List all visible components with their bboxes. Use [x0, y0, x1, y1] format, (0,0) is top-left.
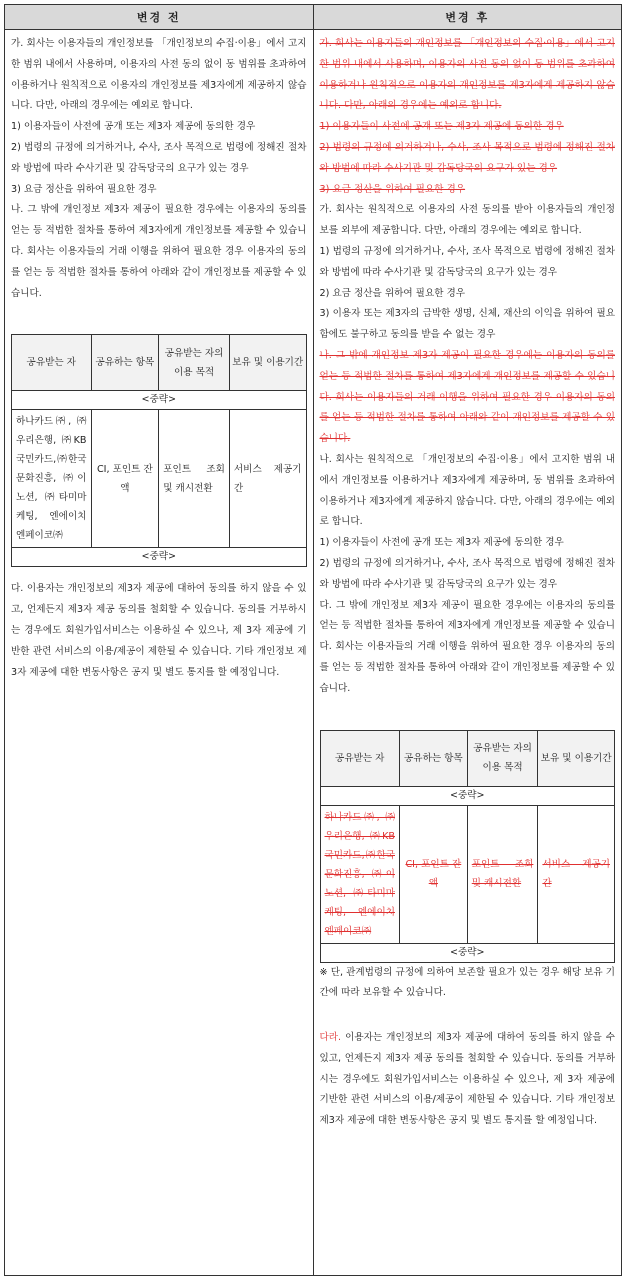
before-clause-da: 다. 이용자는 개인정보의 제3자 제공에 대하여 동의를 하지 않을 수 있고, 언제든지 제3자 제공 동의를 철회할 수 있습니다. 동의를 거부하시는 경우에도 회원가입서비스는 이용하실 수 있으나, 제 3자 제공에 기반한 관련 서비스의 이용/제공이 제한될 수 있습니다. 기타 개인정보 제3자 제공에 대한 변동사항은 공지 및 별도 통지를 할 예정입니다.: [11, 583, 307, 678]
table-header-items: 공유하는 항목: [91, 335, 159, 391]
table-row: [320, 805, 615, 943]
header-after: 변경 후: [313, 5, 622, 29]
spacer: [320, 700, 616, 724]
table-header-purpose: 공유받는 자의 이용 목적: [467, 730, 538, 786]
after-clause-ga-2: 2) 요금 정산을 위하여 필요한 경우: [319, 287, 466, 299]
after-clause-na-2: 2) 법령의 규정에 의거하거나, 수사, 조사 목적으로 법령에 정해진 절차와 방법에 따라 수사기관 및 감독당국의 요구가 있는 경우: [319, 557, 615, 590]
table-header-items: 공유하는 항목: [400, 730, 468, 786]
table-omitted-top: <중략>: [12, 391, 307, 410]
after-clause-da: 다. 그 밖에 개인정보 제3자 제공이 필요한 경우에는 이용자의 동의를 얻는 등 적법한 절차를 통하여 제3자에게 개인정보를 제공할 수 있습니다. 회사는 이용자들의 거래 이행을 위하여 필요한 경우 이용자의 동의를 얻는 등 적법한 절차를 통하여 아래와 같이 개인정보를 제공할 수 있습니다.: [319, 599, 615, 694]
after-clause-ga-3: 3) 이용자 또는 제3자의 급박한 생명, 신체, 재산의 이익을 위하여 필요함에도 불구하고 동의를 받을 수 없는 경우: [319, 308, 615, 341]
header-row: [5, 5, 621, 30]
before-clause-ga-2: 2) 법령의 규정에 의거하거나, 수사, 조사 목적으로 법령에 정해진 절차와 방법에 따라 수사기관 및 감독당국의 요구가 있는 경우: [11, 141, 307, 174]
table-row: [12, 410, 307, 548]
table-header-purpose: 공유받는 자의 이용 목적: [159, 335, 230, 391]
deleted-cell-period: 서비스 제공기간: [538, 805, 615, 943]
deleted-clause-ga: 가. 회사는 이용자들의 개인정보를 「개인정보의 수집·이용」에서 고지한 범위 내에서 사용하며, 이용자의 사전 동의 없이 동 범위를 초과하여 이용하거나 원칙적으로 이용자의 개인정보를 제3자에게 제공하지 않습니다. 다만, 아래의 경우에는 예외로 합니다.: [319, 38, 615, 112]
table-header-recipient: 공유받는 자: [12, 335, 92, 391]
deleted-cell-items: CI, 포인트 잔액: [400, 805, 468, 943]
after-clause-ga: 가. 회사는 원칙적으로 이용자의 사전 동의를 받아 이용자들의 개인정보를 외부에 제공합니다. 다만, 아래의 경우에는 예외로 합니다.: [319, 204, 615, 237]
spacer: [11, 567, 307, 579]
after-clause-ra-body: 이용자는 개인정보의 제3자 제공에 대하여 동의를 하지 않을 수 있고, 언제든지 제3자 제공 동의를 철회할 수 있습니다. 동의를 거부하시는 경우에도 회원가입서비스는 이용하실 수 있으나, 제 3자 제공에 기반한 관련 서비스의 이용/제공이 제한될 수 있습니다. 기타 개인정보 제3자 제공에 대한 변동사항은 공지 및 별도 통지를 할 예정입니다.: [319, 1032, 615, 1127]
deleted-clause-ga-2: 2) 법령의 규정에 의거하거나, 수사, 조사 목적으로 법령에 정해진 절차와 방법에 따라 수사기관 및 감독당국의 요구가 있는 경우: [319, 141, 615, 174]
table-omitted-bottom: <중략>: [320, 943, 615, 962]
table-header-recipient: 공유받는 자: [320, 730, 400, 786]
table-omitted-top: <중략>: [320, 786, 615, 805]
header-before: 변경 전: [136, 11, 181, 24]
before-share-table: [11, 334, 307, 567]
deleted-clause-ga-3: 3) 요금 정산을 위하여 필요한 경우: [319, 183, 466, 195]
table-cell-items: CI, 포인트 잔액: [91, 410, 159, 548]
deleted-clause-ga-1: 1) 이용자들이 사전에 공개 또는 제3자 제공에 동의한 경우: [319, 121, 564, 133]
deleted-cell-purpose: 포인트 조회 및 캐시전환: [467, 805, 538, 943]
deleted-cell-recipients: 하나카드㈜, ㈜우리은행, ㈜KB국민카드,㈜한국문화진흥, ㈜이노션, ㈜타미마케팅, 엔에이치엔페이코㈜: [320, 805, 400, 943]
spacer: [11, 304, 307, 328]
table-header-period: 보유 및 이용기간: [538, 730, 615, 786]
before-clause-ga-3: 3) 요금 정산을 위하여 필요한 경우: [11, 183, 157, 195]
table-cell-period: 서비스 제공기간: [229, 410, 306, 548]
table-header-period: 보유 및 이용기간: [229, 335, 306, 391]
table-omitted-bottom: <중략>: [12, 548, 307, 567]
before-column: [5, 30, 313, 1275]
before-clause-ga-1: 1) 이용자들이 사전에 공개 또는 제3자 제공에 동의한 경우: [11, 121, 256, 133]
after-clause-na-1: 1) 이용자들이 사전에 공개 또는 제3자 제공에 동의한 경우: [319, 537, 564, 549]
after-clause-ra: [320, 1028, 616, 1132]
clause-label-ra: 다라.: [319, 1032, 342, 1044]
body-row: [5, 30, 621, 1275]
after-column: [313, 30, 622, 1275]
comparison-table: [4, 4, 622, 1276]
table-cell-purpose: 포인트 조회 및 캐시전환: [159, 410, 230, 548]
after-clause-ga-1: 1) 법령의 규정에 의거하거나, 수사, 조사 목적으로 법령에 정해진 절차와 방법에 따라 수사기관 및 감독당국의 요구가 있는 경우: [319, 245, 615, 278]
after-note: ※ 단, 관계법령의 규정에 의하여 보존할 필요가 있는 경우 해당 보유 기간에 따라 보유할 수 있습니다.: [319, 966, 615, 999]
deleted-clause-na: 나. 그 밖에 개인정보 제3자 제공이 필요한 경우에는 이용자의 동의를 얻는 등 적법한 절차를 통하여 제3자에게 개인정보를 제공할 수 있습니다. 회사는 이용자들의 거래 이행을 위하여 필요한 경우 이용자의 동의를 얻는 등 적법한 절차를 통하여 아래와 같이 개인정보를 제공할 수 있습니다.: [319, 349, 615, 445]
before-clause-na: 나. 그 밖에 개인정보 제3자 제공이 필요한 경우에는 이용자의 동의를 얻는 등 적법한 절차를 통하여 제3자에게 개인정보를 제공할 수 있습니다. 회사는 이용자들의 거래 이행을 위하여 필요한 경우 이용자의 동의를 얻는 등 적법한 절차를 통하여 아래와 같이 개인정보를 제공할 수 있습니다.: [11, 204, 307, 299]
after-share-table: [320, 730, 616, 963]
after-clause-na: 나. 회사는 원칙적으로 「개인정보의 수집·이용」에서 고지한 범위 내에서 개인정보를 이용하거나 제3자에게 제공하며, 동 범위를 초과하여 이용하거나 제3자에게 제공하지 않습니다. 다만, 아래의 경우에는 예외로 합니다.: [319, 453, 615, 528]
table-cell-recipients: 하나카드㈜, ㈜우리은행, ㈜KB국민카드,㈜한국문화진흥, ㈜이노션, ㈜타미마케팅, 엔에이치엔페이코㈜: [12, 410, 92, 548]
before-clause-ga: 가. 회사는 이용자들의 개인정보를 「개인정보의 수집·이용」에서 고지한 범위 내에서 사용하며, 이용자의 사전 동의 없이 동 범위를 초과하여 이용하거나 원칙적으로 이용자의 개인정보를 제3자에게 제공하지 않습니다. 다만, 아래의 경우에는 예외로 합니다.: [11, 38, 307, 112]
spacer: [320, 1004, 616, 1028]
